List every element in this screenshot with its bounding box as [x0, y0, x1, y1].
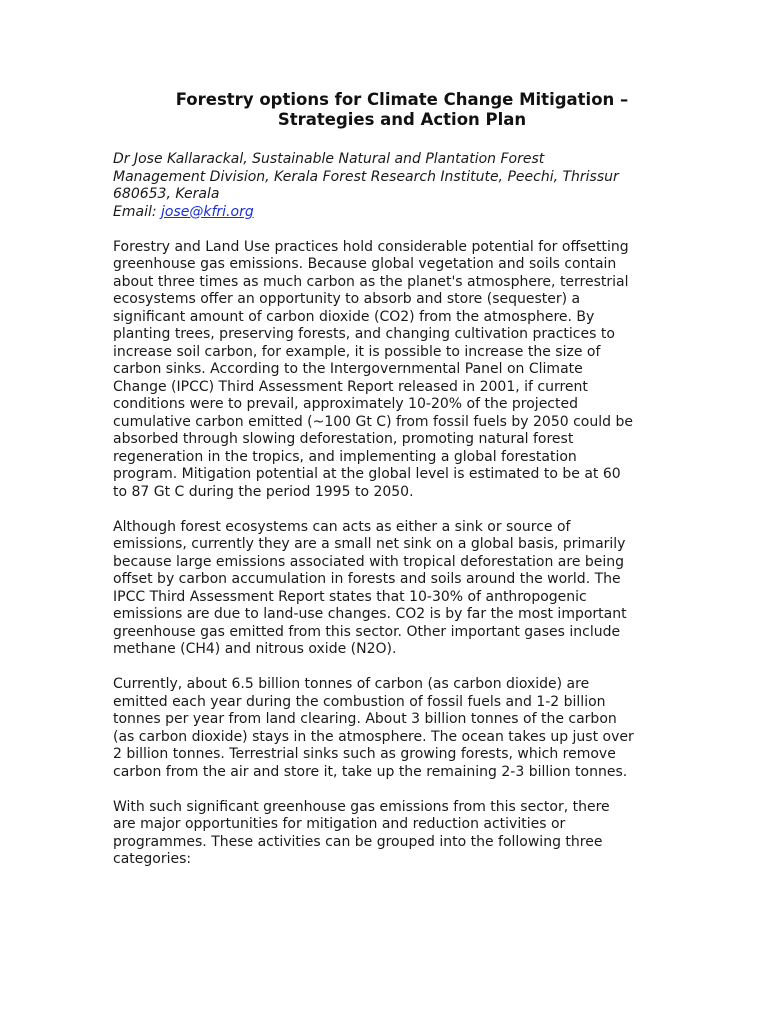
paragraph-line: emissions are due to land-use changes. CO2 is by far the most important — [113, 606, 627, 622]
paragraph-line: absorbed through slowing deforestation, promoting natural forest — [113, 431, 574, 447]
body-paragraph — [113, 676, 683, 781]
paragraph-line: Forestry and Land Use practices hold considerable potential for offsetting — [113, 238, 629, 255]
email-line — [113, 204, 683, 222]
body-paragraphs — [113, 239, 683, 869]
paragraph-line: greenhouse gas emissions. Because global vegetation and soils contain — [113, 256, 617, 272]
body-paragraph — [113, 799, 683, 869]
paragraph-line: 2 billion tonnes. Terrestrial sinks such as growing forests, which remove — [113, 746, 616, 762]
author-line-2: Management Division, Kerala Forest Research Institute, Peechi, Thrissur — [113, 168, 619, 185]
body-paragraph — [113, 519, 683, 659]
paragraph-line: Currently, about 6.5 billion tonnes of carbon (as carbon dioxide) are — [113, 676, 590, 692]
paragraph-line: tonnes per year from land clearing. About 3 billion tonnes of the carbon — [113, 711, 617, 727]
paragraph-line: offset by carbon accumulation in forests and soils around the world. The — [113, 571, 621, 587]
paragraph-line: emissions, currently they are a small net sink on a global basis, primarily — [113, 536, 626, 552]
title-line-2: Strategies and Action Plan — [277, 110, 527, 129]
paragraph-line: are major opportunities for mitigation and reduction activities or — [113, 816, 566, 832]
paragraph-line: emitted each year during the combustion of fossil fuels and 1-2 billion — [113, 693, 606, 710]
paragraph-line: With such significant greenhouse gas emissions from this sector, there — [113, 798, 610, 815]
body-paragraph — [113, 239, 683, 502]
paragraph-line: carbon sinks. According to the Intergovernmental Panel on Climate — [113, 361, 583, 377]
paragraph-line: programmes. These activities can be grouped into the following three — [113, 833, 603, 850]
paragraph-line: methane (CH4) and nitrous oxide (N2O). — [113, 641, 397, 657]
paragraph-line: conditions were to prevail, approximately 10-20% of the projected — [113, 396, 578, 412]
paragraph-line: (as carbon dioxide) stays in the atmosphere. The ocean takes up just over — [113, 728, 634, 745]
paragraph-line: cumulative carbon emitted (~100 Gt C) from fossil fuels by 2050 could be — [113, 413, 633, 430]
paragraph-line: categories: — [113, 851, 192, 867]
paragraph-line: IPCC Third Assessment Report states that 10-30% of anthropogenic — [113, 588, 587, 605]
paragraph-line: carbon from the air and store it, take up the remaining 2-3 billion tonnes. — [113, 763, 628, 780]
paragraph-line: Although forest ecosystems can acts as either a sink or source of — [113, 518, 571, 535]
author-line-1: Dr Jose Kallarackal, Sustainable Natural and Plantation Forest — [113, 151, 545, 167]
paragraph-line: to 87 Gt C during the period 1995 to 2050. — [113, 483, 414, 500]
paragraph-line: greenhouse gas emitted from this sector. Other important gases include — [113, 623, 621, 640]
paragraph-line: because large emissions associated with tropical deforestation are being — [113, 553, 625, 570]
paragraph-line: increase soil carbon, for example, it is possible to increase the size of — [113, 343, 601, 360]
author-affiliation — [113, 151, 683, 221]
paragraph-line: about three times as much carbon as the planet's atmosphere, terrestrial — [113, 273, 629, 290]
paragraph-line: program. Mitigation potential at the global level is estimated to be at 60 — [113, 466, 621, 482]
paragraph-line: regeneration in the tropics, and implementing a global forestation — [113, 448, 577, 465]
email-label: Email: — [113, 203, 162, 220]
author-line-3: 680653, Kerala — [113, 186, 220, 202]
title-line-1: Forestry options for Climate Change Mitigation – — [175, 90, 629, 109]
paragraph-line: planting trees, preserving forests, and changing cultivation practices to — [113, 326, 615, 342]
paragraph-line: ecosystems offer an opportunity to absorb and store (sequester) a — [113, 291, 581, 307]
document-title — [113, 90, 683, 130]
email-link[interactable]: jose@kfri.org — [161, 203, 254, 220]
paragraph-line: significant amount of carbon dioxide (CO2) from the atmosphere. By — [113, 308, 595, 325]
document-content — [113, 90, 683, 869]
paragraph-line: Change (IPCC) Third Assessment Report released in 2001, if current — [113, 378, 588, 395]
